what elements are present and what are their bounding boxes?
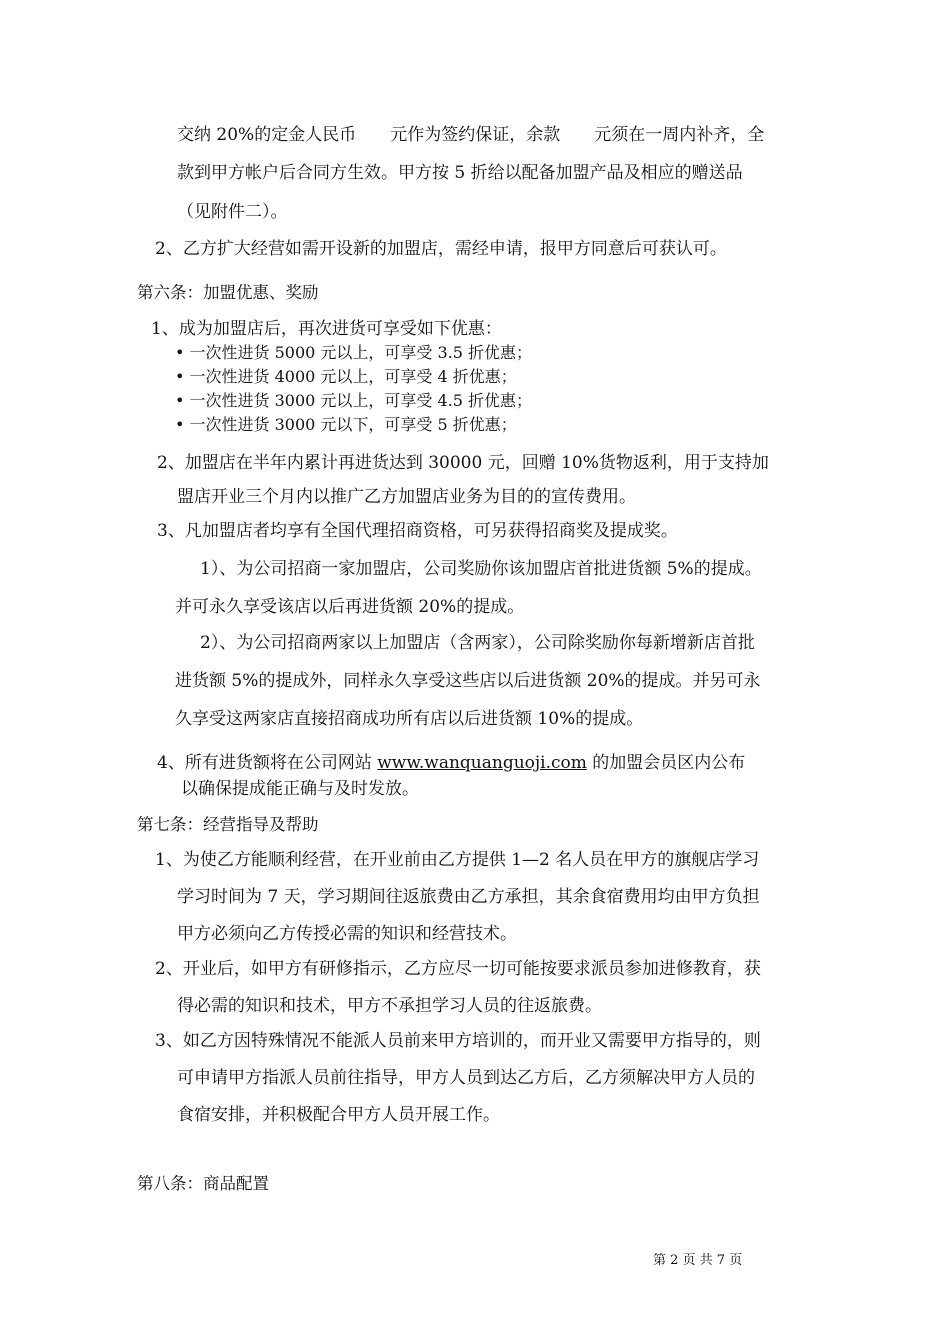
s6-item-2-line-1: 2、加盟店在半年内累计再进货达到 30000 元，回赠 10%货物返利，用于支持加 (157, 453, 769, 473)
s6-item-4-prefix: 4、所有进货额将在公司网站 (157, 753, 378, 773)
s6-item-2-line-2: 盟店开业三个月内以推广乙方加盟店业务为目的的宣传费用。 (177, 487, 636, 507)
company-website-link[interactable]: www.wanquanguoji.com (377, 753, 587, 773)
s6-bullet-3: • 一次性进货 3000 元以上，可享受 4.5 折优惠； (175, 391, 533, 410)
section-8-heading: 第八条：商品配置 (137, 1174, 269, 1193)
s5-item-2: 2、乙方扩大经营如需开设新的加盟店，需经申请，报甲方同意后可获认可。 (155, 239, 727, 259)
section-7-heading: 第七条：经营指导及帮助 (137, 815, 319, 834)
s7-item-2-line-1: 2、开业后，如甲方有研修指示，乙方应尽一切可能按要求派员参加进修教育，获 (155, 959, 761, 979)
s6-item-4-line-1 (157, 752, 745, 774)
s6-sub-1-line-2: 并可永久享受该店以后再进货额 20%的提成。 (175, 597, 525, 617)
s6-sub-1-line-1: 1）、为公司招商一家加盟店，公司奖励你该加盟店首批进货额 5%的提成。 (200, 559, 762, 579)
s5-continuation-line-3: （见附件二）。 (177, 202, 288, 222)
s7-item-3-line-2: 可申请甲方指派人员前往指导，甲方人员到达乙方后，乙方须解决甲方人员的 (177, 1068, 755, 1088)
s6-sub-2-line-1: 2）、为公司招商两家以上加盟店（含两家），公司除奖励你每新增新店首批 (200, 633, 755, 653)
section-6-heading: 第六条：加盟优惠、奖励 (137, 283, 319, 302)
s5-continuation-line-2: 款到甲方帐户后合同方生效。甲方按 5 折给以配备加盟产品及相应的赠送品 (177, 163, 743, 183)
s7-item-3-line-3: 食宿安排，并积极配合甲方人员开展工作。 (177, 1105, 500, 1125)
s6-item-4-line-2: 以确保提成能正确与及时发放。 (181, 779, 419, 799)
s5-continuation-line-1: 交纳 20%的定金人民币 元作为签约保证，余款 元须在一周内补齐，全 (177, 125, 765, 145)
s7-item-1-line-2: 学习时间为 7 天，学习期间往返旅费由乙方承担，其余食宿费用均由甲方负担 (177, 887, 760, 907)
s6-bullet-1: • 一次性进货 5000 元以上，可享受 3.5 折优惠； (175, 343, 533, 362)
s6-item-4-suffix: 的加盟会员区内公布 (586, 753, 746, 773)
s7-item-2-line-2: 得必需的知识和技术，甲方不承担学习人员的往返旅费。 (177, 996, 602, 1016)
s6-item-1: 1、成为加盟店后，再次进货可享受如下优惠： (151, 319, 502, 339)
s6-sub-2-line-3: 久享受这两家店直接招商成功所有店以后进货额 10%的提成。 (175, 709, 644, 729)
s7-item-3-line-1: 3、如乙方因特殊情况不能派人员前来甲方培训的，而开业又需要甲方指导的，则 (155, 1031, 761, 1051)
s6-bullet-2: • 一次性进货 4000 元以上，可享受 4 折优惠； (175, 367, 517, 386)
s6-bullet-4: • 一次性进货 3000 元以下，可享受 5 折优惠； (175, 415, 517, 434)
page-number: 第 2 页 共 7 页 (653, 1253, 743, 1268)
s6-sub-2-line-2: 进货额 5%的提成外，同样永久享受这些店以后进货额 20%的提成。并另可永 (175, 671, 761, 691)
s6-item-3: 3、凡加盟店者均享有全国代理招商资格，可另获得招商奖及提成奖。 (157, 521, 678, 541)
s7-item-1-line-1: 1、为使乙方能顺利经营，在开业前由乙方提供 1—2 名人员在甲方的旗舰店学习 (155, 850, 760, 870)
s7-item-1-line-3: 甲方必须向乙方传授必需的知识和经营技术。 (177, 924, 517, 944)
